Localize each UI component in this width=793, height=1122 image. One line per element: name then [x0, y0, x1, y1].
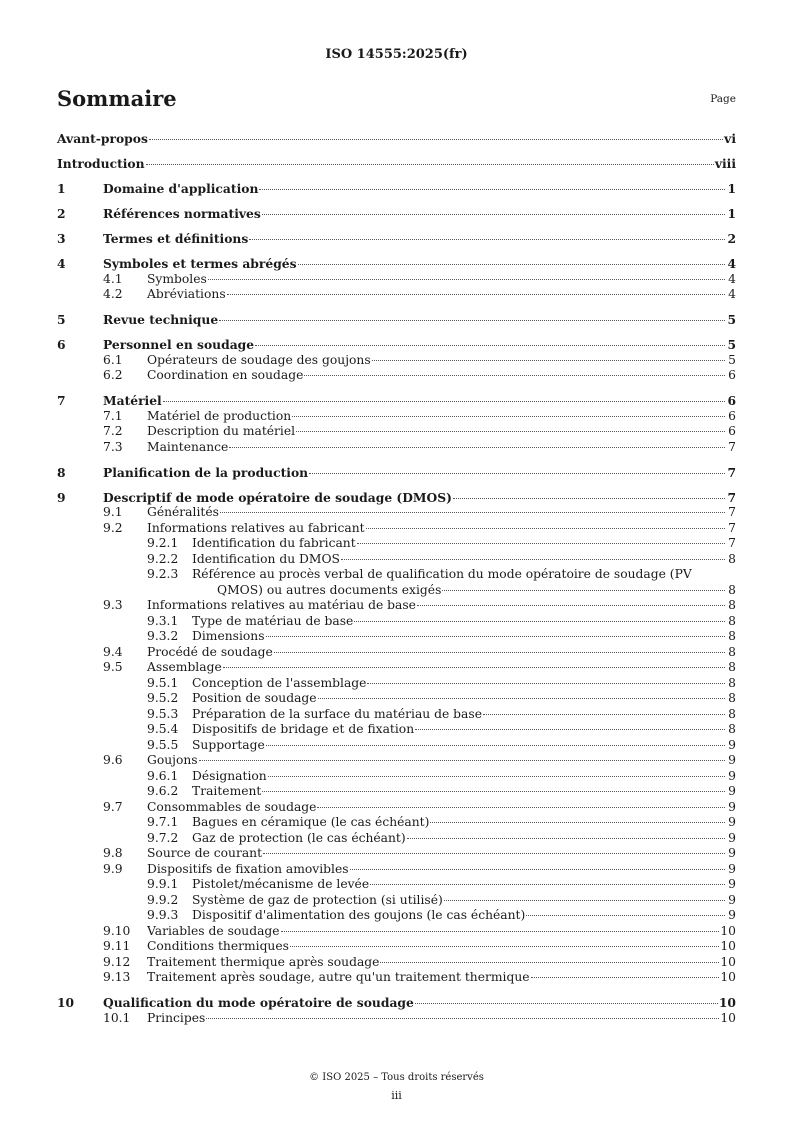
toc-entry-page: 7: [728, 536, 736, 550]
toc-entry-number: 9.7: [103, 799, 123, 814]
toc-entry[interactable]: [57, 256, 736, 272]
toc-leader-dots: [304, 375, 725, 376]
toc-entry-page: 8: [728, 598, 736, 612]
toc-entry[interactable]: [57, 440, 736, 456]
toc-entry-number: 3: [57, 231, 66, 246]
toc-leader-dots: [417, 605, 725, 606]
toc-leader-dots: [259, 189, 725, 190]
toc-entry-number: 4: [57, 256, 66, 271]
toc-entry-title: Désignation: [192, 768, 267, 783]
toc-entry-page: 9: [728, 799, 736, 814]
toc-entry-title: Gaz de protection (le cas échéant): [192, 830, 406, 845]
toc-entry[interactable]: [57, 156, 736, 172]
toc-leader-dots: [249, 239, 725, 240]
toc-entry-number: 9.2: [103, 520, 123, 535]
toc-entry-page: 6: [728, 424, 736, 438]
toc-entry-title: Avant-propos: [57, 131, 148, 146]
toc-entry[interactable]: [57, 691, 736, 707]
toc-entry[interactable]: [57, 800, 736, 816]
toc-leader-dots: [442, 590, 725, 591]
toc-entry-title: Pistolet/mécanisme de levée: [192, 877, 370, 891]
toc-entry-number: 9.7.2: [147, 830, 179, 845]
toc-entry-page: 5: [727, 337, 736, 352]
toc-leader-dots: [255, 345, 725, 346]
toc-entry[interactable]: [57, 924, 736, 940]
toc-entry-page: 9: [728, 784, 736, 798]
toc-entry-title: Maintenance: [147, 439, 229, 454]
toc-entry[interactable]: [57, 206, 736, 222]
toc-entry[interactable]: [57, 272, 736, 288]
toc-entry-title: Source de courant: [147, 846, 263, 860]
toc-entry[interactable]: [57, 939, 736, 955]
toc-entry-title: Abréviations: [147, 287, 226, 301]
toc-entry[interactable]: [57, 784, 736, 800]
toc-leader-dots: [219, 320, 725, 321]
toc-entry-page: 9: [728, 737, 736, 752]
toc-entry[interactable]: [57, 629, 736, 645]
toc-entry-title: Symboles: [147, 271, 207, 286]
toc-leader-dots: [262, 791, 725, 792]
page-title: Sommaire: [57, 86, 177, 111]
toc-entry-title: Personnel en soudage: [103, 337, 255, 352]
toc-entry-title: Traitement: [192, 784, 262, 798]
toc-entry[interactable]: [57, 181, 736, 197]
toc-entry-title: Référence au procès verbal de qualification du mode opératoire de soudage (PV: [192, 567, 692, 581]
toc-entry[interactable]: [57, 465, 736, 481]
toc-entry-page: 7: [728, 520, 736, 535]
toc-entry-number: 5: [57, 312, 66, 327]
toc-leader-dots: [483, 714, 725, 715]
toc-entry-page: 5: [727, 312, 736, 327]
toc-entry-number: 9.7.1: [147, 815, 179, 829]
toc-entry-number: 6.1: [103, 352, 123, 367]
toc-entry[interactable]: [57, 287, 736, 303]
toc-entry-page: 7: [728, 439, 736, 454]
toc-entry[interactable]: [57, 970, 736, 986]
toc-entry[interactable]: [57, 1011, 736, 1027]
toc-entry-number: 9.2.1: [147, 536, 179, 550]
toc-entry-page: 4: [728, 287, 736, 301]
toc-entry-number: 9.6.1: [147, 768, 179, 783]
toc-leader-dots: [146, 164, 714, 165]
toc-entry-page: 8: [728, 629, 736, 643]
toc-leader-dots: [444, 900, 725, 901]
toc-entry-page: 7: [727, 464, 736, 480]
toc-entry-title: Supportage: [192, 737, 265, 752]
toc-entry[interactable]: [57, 908, 736, 924]
toc-entry-number: 9.10: [103, 923, 131, 938]
toc-entry[interactable]: [57, 409, 736, 425]
toc-entry-page: 8: [728, 706, 736, 721]
toc-entry[interactable]: [57, 707, 736, 723]
toc-entry-title: Conception de l'assemblage: [192, 675, 367, 690]
toc-entry-page: 8: [728, 644, 736, 659]
toc-entry-number: 9.5: [103, 660, 123, 674]
toc-entry[interactable]: [57, 598, 736, 614]
toc-entry[interactable]: [57, 815, 736, 831]
toc-entry[interactable]: [57, 877, 736, 893]
toc-entry-page: 10: [718, 995, 736, 1010]
toc-leader-dots: [149, 139, 723, 140]
toc-entry-page: vi: [724, 131, 736, 146]
toc-entry-number: 9.5.4: [147, 722, 179, 736]
toc-leader-dots: [453, 498, 725, 499]
toc-entry-page: 9: [728, 892, 736, 907]
toc-leader-dots: [526, 915, 725, 916]
toc-entry[interactable]: [57, 583, 736, 599]
toc-entry-number: 6.2: [103, 368, 123, 382]
toc-entry[interactable]: [57, 131, 736, 147]
toc-leader-dots: [370, 884, 725, 885]
toc-entry-title: Introduction: [57, 156, 145, 171]
toc-entry-number: 1: [57, 181, 66, 196]
toc-entry-title: Coordination en soudage: [147, 368, 304, 382]
toc-leader-dots: [266, 745, 725, 746]
toc-entry-page: 8: [728, 582, 736, 597]
toc-entry[interactable]: [57, 536, 736, 552]
toc-entry-number: 6: [57, 337, 66, 352]
toc-leader-dots: [220, 512, 725, 513]
toc-entry-number: 9.13: [103, 970, 131, 984]
toc-entry[interactable]: [57, 368, 736, 384]
toc-entry-number: 9.3.2: [147, 629, 179, 643]
footer-page-number: iii: [391, 1089, 402, 1102]
toc-entry-title: Dispositif d'alimentation des goujons (le cas échéant): [192, 908, 526, 922]
toc-entry-title: Identification du fabricant: [192, 536, 356, 550]
toc-entry-title: Informations relatives au matériau de base: [147, 598, 416, 612]
toc-entry-number: 9.2.2: [147, 551, 179, 566]
toc-entry-page: 2: [727, 231, 736, 246]
toc-entry[interactable]: [57, 552, 736, 568]
toc-entry[interactable]: [57, 769, 736, 785]
toc-leader-dots: [281, 931, 720, 932]
toc-entry-title: Traitement après soudage, autre qu'un traitement thermique: [147, 970, 530, 984]
toc-leader-dots: [206, 1018, 719, 1019]
title-row: [57, 86, 736, 114]
toc-entry-title: Informations relatives au fabricant: [147, 520, 365, 535]
toc-entry[interactable]: [57, 505, 736, 521]
toc-leader-dots: [407, 838, 725, 839]
document-header: ISO 14555:2025(fr): [325, 47, 468, 62]
toc-entry-page: 9: [728, 877, 736, 891]
toc-entry-title: Description du matériel: [147, 424, 296, 438]
toc-entry-title: Consommables de soudage: [147, 799, 317, 814]
toc-leader-dots: [227, 294, 725, 295]
toc-entry[interactable]: [57, 337, 736, 353]
toc-entry-number: 9.5.1: [147, 675, 179, 690]
toc-leader-dots: [531, 977, 720, 978]
toc-leader-dots: [292, 416, 725, 417]
table-of-contents: [57, 131, 736, 1026]
footer-copyright: © ISO 2025 – Tous droits réservés: [309, 1072, 484, 1083]
toc-leader-dots: [199, 760, 725, 761]
toc-entry[interactable]: [57, 312, 736, 328]
toc-entry-number: 9.3.1: [147, 613, 179, 628]
toc-entry-page: 6: [727, 393, 736, 408]
toc-entry-title: Dispositifs de bridage et de fixation: [192, 722, 415, 736]
toc-entry[interactable]: [57, 231, 736, 247]
toc-leader-dots: [274, 652, 725, 653]
toc-leader-dots: [372, 360, 725, 361]
toc-entry-number: 9.9.2: [147, 892, 179, 907]
toc-entry-title: Qualification du mode opératoire de soudage: [103, 995, 414, 1010]
toc-entry-title: Identification du DMOS: [192, 551, 340, 566]
toc-entry[interactable]: [57, 738, 736, 754]
toc-entry-title: Matériel: [103, 393, 162, 408]
toc-entry-title: Préparation de la surface du matériau de base: [192, 706, 482, 721]
toc-entry-page: 10: [720, 1010, 736, 1025]
toc-entry-title: Dimensions: [192, 629, 265, 643]
toc-entry-title: Système de gaz de protection (si utilisé): [192, 892, 443, 907]
toc-entry-title: Traitement thermique après soudage: [147, 954, 380, 969]
toc-leader-dots: [223, 667, 725, 668]
toc-leader-dots: [163, 401, 725, 402]
toc-entry-number: 9.3: [103, 598, 123, 612]
toc-entry[interactable]: [57, 753, 736, 769]
toc-entry-number: 7.1: [103, 408, 123, 423]
toc-entry[interactable]: [57, 831, 736, 847]
toc-entry-page: 8: [728, 613, 736, 628]
toc-entry-title: Goujons: [147, 753, 198, 767]
toc-entry-title: Conditions thermiques: [147, 939, 289, 953]
toc-entry[interactable]: [57, 614, 736, 630]
toc-leader-dots: [357, 543, 725, 544]
toc-entry-page: 9: [728, 908, 736, 922]
toc-entry-number: 9.5.5: [147, 737, 179, 752]
toc-leader-dots: [298, 264, 725, 265]
toc-entry[interactable]: [57, 722, 736, 738]
toc-entry[interactable]: [57, 645, 736, 661]
toc-entry-title: Principes: [147, 1010, 206, 1025]
toc-leader-dots: [354, 621, 725, 622]
toc-entry-page: 8: [728, 675, 736, 690]
toc-entry-page: 6: [728, 408, 736, 423]
toc-entry-number: 9.11: [103, 939, 131, 953]
toc-leader-dots: [317, 807, 725, 808]
toc-leader-dots: [262, 214, 725, 215]
toc-leader-dots: [341, 559, 725, 560]
toc-entry[interactable]: [57, 676, 736, 692]
toc-entry-title: Dispositifs de fixation amovibles: [147, 861, 349, 876]
toc-entry[interactable]: [57, 353, 736, 369]
toc-leader-dots: [266, 636, 725, 637]
toc-entry-number: 4.2: [103, 287, 123, 301]
toc-entry-number: 10: [57, 995, 75, 1010]
toc-entry-title: Descriptif de mode opératoire de soudage (DMOS): [103, 489, 452, 505]
toc-leader-dots: [318, 698, 725, 699]
toc-leader-dots: [208, 279, 725, 280]
toc-leader-dots: [309, 473, 725, 474]
toc-entry-number: 9.9.3: [147, 908, 179, 922]
toc-leader-dots: [290, 946, 719, 947]
toc-entry-title: Revue technique: [103, 312, 219, 327]
toc-entry[interactable]: [57, 893, 736, 909]
toc-entry-number: 9.2.3: [147, 567, 179, 581]
toc-entry-page: 10: [720, 970, 736, 984]
toc-entry[interactable]: [57, 660, 736, 676]
toc-entry-title: Position de soudage: [192, 691, 317, 705]
toc-entry[interactable]: [57, 490, 736, 506]
toc-entry[interactable]: [57, 955, 736, 971]
toc-leader-dots: [430, 822, 725, 823]
toc-entry-title: Termes et définitions: [103, 231, 249, 246]
toc-entry-number: 9.8: [103, 846, 123, 860]
toc-entry-page: 4: [727, 256, 736, 271]
toc-leader-dots: [366, 528, 725, 529]
toc-entry-number: 7.2: [103, 424, 123, 438]
toc-entry[interactable]: [57, 995, 736, 1011]
toc-entry-number: 9.6.2: [147, 784, 179, 798]
toc-entry-number: 9.4: [103, 644, 123, 659]
toc-entry-page: 8: [728, 551, 736, 566]
toc-entry-number: 9.12: [103, 954, 131, 969]
toc-entry-page: 5: [728, 352, 736, 367]
toc-entry-number: 10.1: [103, 1010, 131, 1025]
toc-leader-dots: [229, 447, 725, 448]
toc-entry-title: Assemblage: [147, 660, 222, 674]
toc-entry-number: 7.3: [103, 439, 123, 454]
toc-entry[interactable]: [57, 521, 736, 537]
toc-leader-dots: [415, 1003, 718, 1004]
toc-entry-number: 9.5.3: [147, 706, 179, 721]
toc-entry-number: 8: [57, 464, 66, 480]
toc-leader-dots: [263, 853, 725, 854]
toc-entry-page: 10: [720, 939, 736, 953]
page-column-label: Page: [710, 93, 736, 105]
toc-entry-number: 9.9: [103, 861, 123, 876]
toc-entry[interactable]: [57, 393, 736, 409]
toc-entry-number: 2: [57, 206, 66, 221]
toc-entry-page: 9: [728, 830, 736, 845]
toc-entry-number: 7: [57, 393, 66, 408]
toc-entry-page: 8: [728, 722, 736, 736]
toc-entry-title: Symboles et termes abrégés: [103, 256, 297, 271]
toc-entry-page: 7: [727, 489, 736, 505]
toc-leader-dots: [415, 729, 725, 730]
toc-entry-number: 4.1: [103, 271, 123, 286]
toc-entry[interactable]: [57, 846, 736, 862]
toc-entry-title: Procédé de soudage: [147, 644, 273, 659]
toc-entry-page: 9: [728, 846, 736, 860]
toc-leader-dots: [296, 431, 725, 432]
toc-entry-page: 9: [728, 815, 736, 829]
toc-entry-title: Matériel de production: [147, 408, 292, 423]
toc-entry-title: QMOS) ou autres documents exigés: [217, 582, 442, 597]
toc-entry-number: 9.5.2: [147, 691, 179, 705]
toc-entry-title: Bagues en céramique (le cas échéant): [192, 815, 430, 829]
toc-entry-title: Opérateurs de soudage des goujons: [147, 352, 371, 367]
toc-entry-number: 9: [57, 489, 66, 505]
toc-entry-page: 4: [728, 271, 736, 286]
toc-entry[interactable]: [57, 862, 736, 878]
toc-entry-title: Domaine d'application: [103, 181, 259, 196]
toc-entry-page: 10: [720, 954, 736, 969]
toc-leader-dots: [350, 869, 725, 870]
toc-entry-page: 8: [728, 660, 736, 674]
toc-entry-page: 9: [728, 768, 736, 783]
toc-entry-title: Généralités: [147, 505, 219, 519]
toc-entry-number: 9.1: [103, 505, 123, 519]
toc-entry-number: 9.9.1: [147, 877, 179, 891]
toc-entry-page: 8: [728, 691, 736, 705]
toc-leader-dots: [268, 776, 725, 777]
toc-entry-title: Variables de soudage: [147, 923, 280, 938]
toc-entry[interactable]: [57, 567, 736, 583]
toc-leader-dots: [380, 962, 719, 963]
toc-leader-dots: [367, 683, 725, 684]
toc-entry-title: Références normatives: [103, 206, 261, 221]
toc-entry-title: Planification de la production: [103, 464, 309, 480]
toc-entry-page: viii: [714, 156, 736, 171]
toc-entry-page: 1: [727, 206, 736, 221]
toc-entry-page: 10: [720, 923, 736, 938]
toc-entry[interactable]: [57, 424, 736, 440]
toc-entry-page: 6: [728, 368, 736, 382]
toc-entry-page: 9: [728, 753, 736, 767]
toc-entry-page: 7: [728, 505, 736, 519]
toc-entry-title: Type de matériau de base: [192, 613, 354, 628]
toc-entry-page: 1: [727, 181, 736, 196]
toc-entry-page: 9: [728, 861, 736, 876]
toc-entry-number: 9.6: [103, 753, 123, 767]
